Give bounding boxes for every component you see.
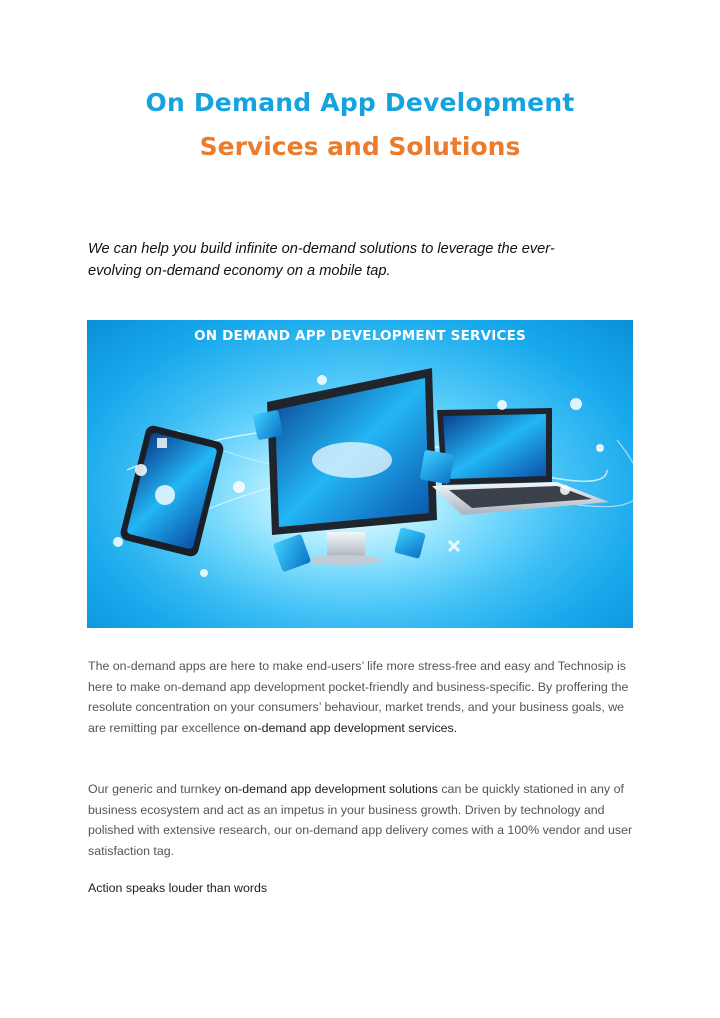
hero-banner-image bbox=[87, 320, 633, 628]
paragraph-2-text-before: Our generic and turnkey bbox=[88, 782, 225, 796]
paragraph-solutions bbox=[88, 779, 633, 861]
paragraph-intro-services bbox=[88, 656, 633, 738]
paragraph-1-text: The on-demand apps are here to make end-users’ life more stress-free and easy and Technosip is here to make on-demand app development pocket-friendly and business-specific. By proffering the resolute concentration on your consumers’ behaviour, market trends, and your business goals, we are remitting par excellence bbox=[88, 659, 629, 735]
page-title-line-1: On Demand App Development bbox=[145, 88, 575, 117]
intro-line-2: evolving on-demand economy on a mobile tap. bbox=[88, 263, 391, 279]
on-demand-solutions-link[interactable]: on-demand app development solutions bbox=[224, 782, 438, 796]
intro-text bbox=[88, 238, 628, 282]
action-speaks-heading: Action speaks louder than words bbox=[88, 881, 268, 895]
page-title-line-2: Services and Solutions bbox=[199, 132, 521, 161]
devices-illustration bbox=[87, 320, 633, 628]
intro-line-1: We can help you build infinite on-demand solutions to leverage the ever- bbox=[88, 241, 555, 257]
hero-banner-title: ON DEMAND APP DEVELOPMENT SERVICES bbox=[194, 328, 526, 344]
on-demand-services-link[interactable]: on-demand app development services. bbox=[243, 720, 458, 735]
laptop-graphic bbox=[432, 408, 609, 515]
paragraph-2-text-after: can be quickly stationed in any of business ecosystem and act as an impetus in your business growth. Driven by technology and polished with extensive research, our on-demand app delivery comes with a 100% vendor and user satisfaction tag. bbox=[88, 782, 633, 858]
